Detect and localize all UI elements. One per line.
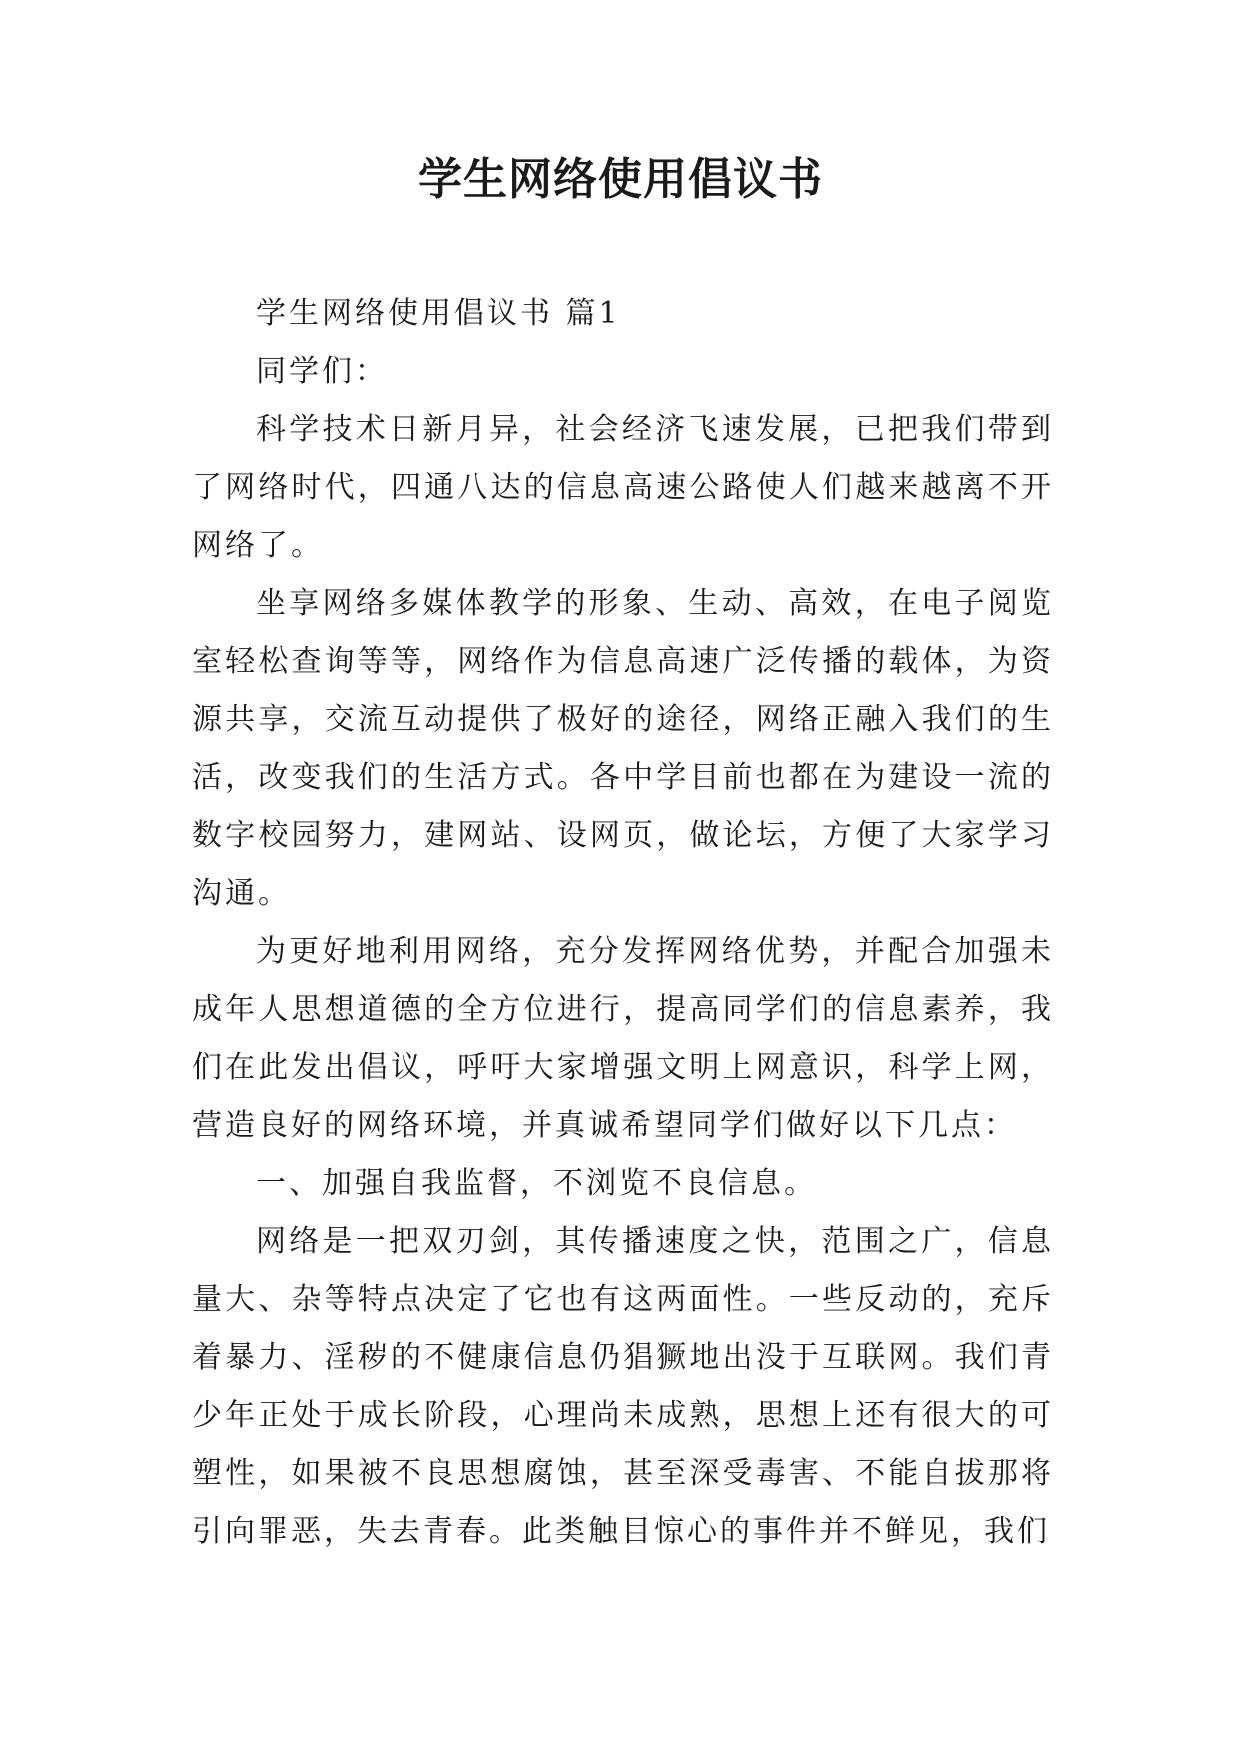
paragraph: 坐享网络多媒体教学的形象、生动、高效，在电子阅览室轻松查询等等，网络作为信息高速广泛传播的载体，为资源共享，交流互动提供了极好的途径，网络正融入我们的生活，改变我们的生活方式。各中学目前也都在为建设一流的数字校园努力，建网站、设网页，做论坛，方便了大家学习沟通。 — [192, 586, 1054, 911]
paragraph: 科学技术日新月异，社会经济飞速发展，已把我们带到了网络时代，四通八达的信息高速公路使人们越来越离不开网络了。 — [192, 412, 1054, 563]
document-title: 学生网络使用倡议书 — [418, 154, 823, 205]
paragraph: 网络是一把双刃剑，其传播速度之快，范围之广，信息量大、杂等特点决定了它也有这两面性。一些反动的，充斥着暴力、淫秽的不健康信息仍猖獗地出没于互联网。我们青少年正处于成长阶段，心理尚未成熟，思想上还有很大的可塑性，如果被不良思想腐蚀，甚至深受毒害、不能自拔那将引向罪恶，失去青春。此类触目惊心的事件并不鲜见，我们 — [192, 1224, 1054, 1549]
document-body — [192, 285, 1054, 1561]
paragraph: 为更好地利用网络，充分发挥网络优势，并配合加强未成年人思想道德的全方位进行，提高同学们的信息素养，我们在此发出倡议，呼吁大家增强文明上网意识，科学上网，营造良好的网络环境，并真诚希望同学们做好以下几点： — [192, 934, 1054, 1143]
salutation: 同学们： — [256, 354, 388, 389]
point-heading: 一、加强自我监督，不浏览不良信息。 — [256, 1166, 817, 1201]
section-heading: 学生网络使用倡议书 篇1 — [256, 296, 621, 331]
